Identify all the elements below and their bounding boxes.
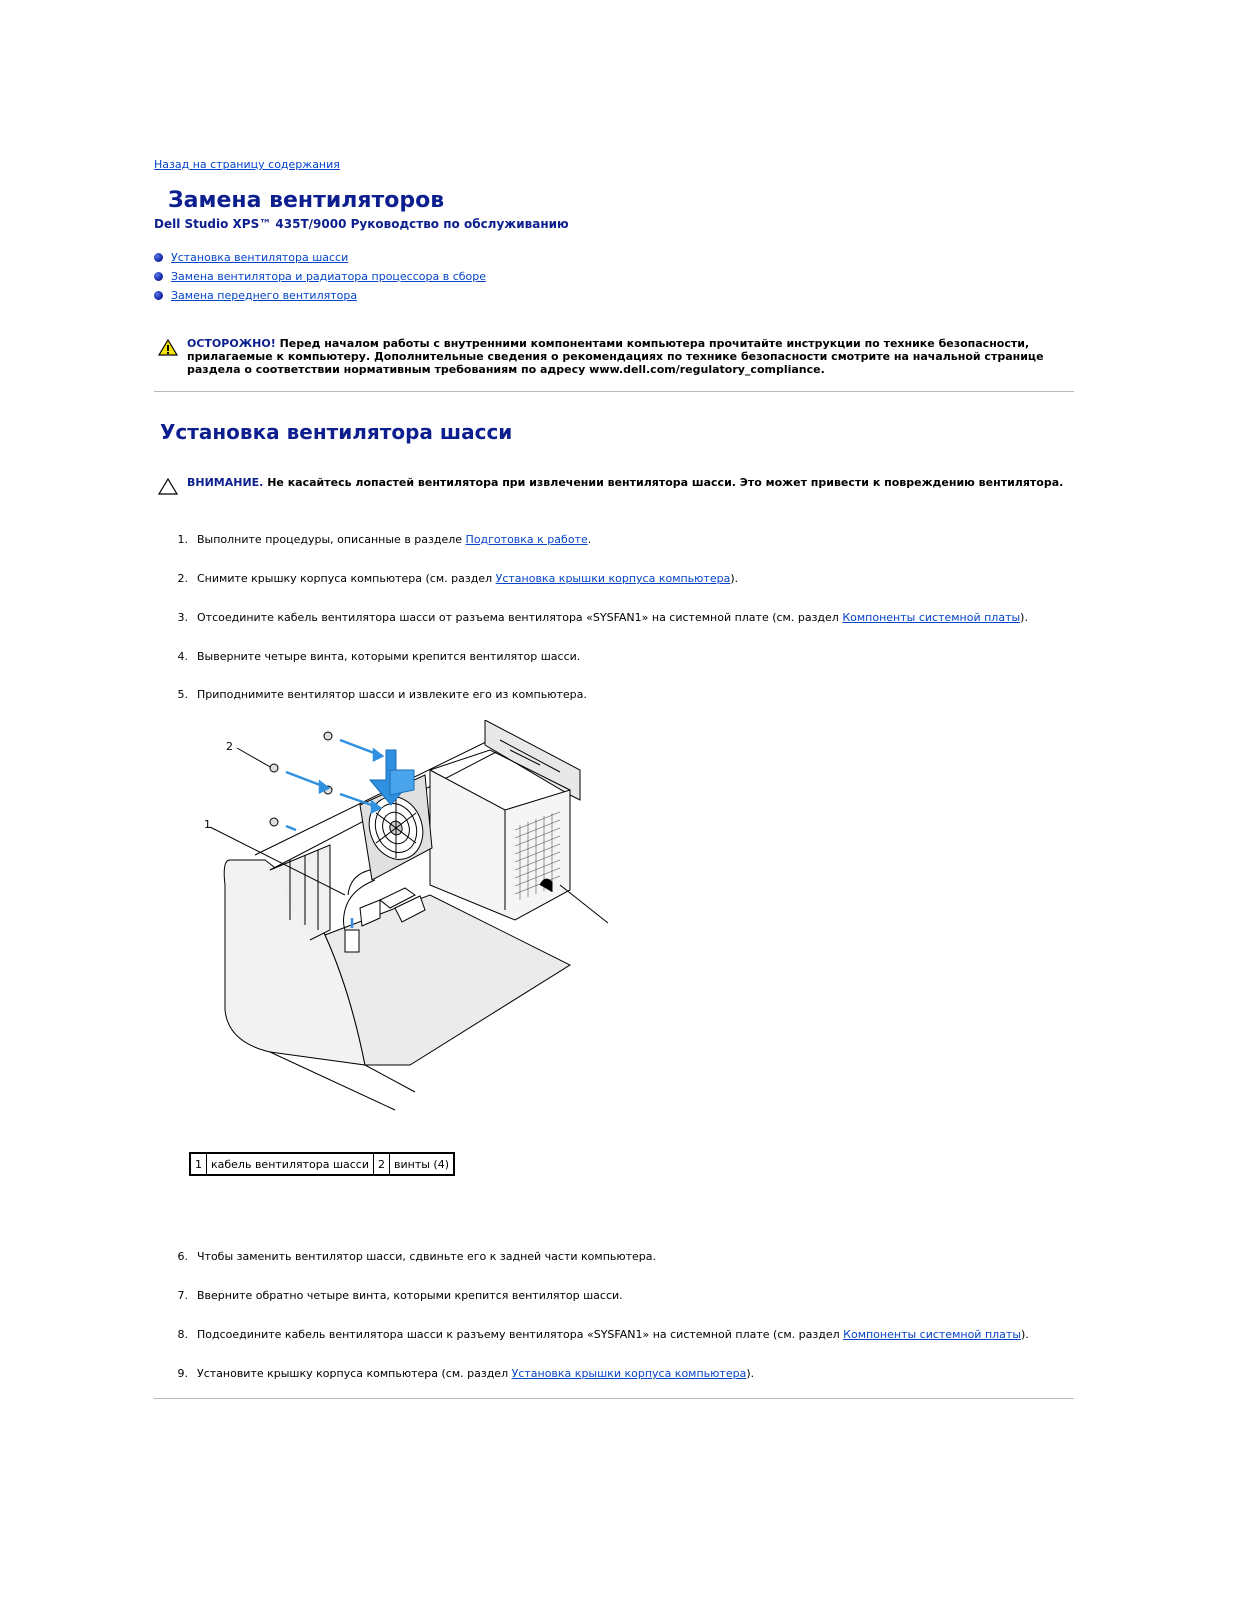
step [168,1367,754,1380]
step-number: 3. [177,611,188,624]
step-number: 4. [177,650,188,663]
step-text: Отсоедините кабель вентилятора шасси от разъема вентилятора «SYSFAN1» на системной плате (см. раздел Компоненты системной платы). [197,611,1028,624]
divider [154,1398,1074,1399]
caution-label: ОСТОРОЖНО! [187,337,276,350]
step-link[interactable]: Установка крышки корпуса компьютера [495,572,731,585]
toc-link-chassis-fan[interactable]: Установка вентилятора шасси [171,251,349,264]
step [168,1289,623,1302]
step-link[interactable]: Компоненты системной платы [843,1328,1021,1341]
toc-item [154,286,486,305]
notice-label: ВНИМАНИЕ. [187,476,264,489]
chassis-fan-illustration [200,720,620,1120]
step [168,572,738,585]
toc-link-front-fan[interactable]: Замена переднего вентилятора [171,289,358,302]
callout-2: 2 [226,740,233,753]
step-text: Выверните четыре винта, которыми крепится вентилятор шасси. [197,650,581,663]
notice-box [154,476,1074,490]
legend-label: винты (4) [390,1153,455,1175]
step-text: Снимите крышку корпуса компьютера (см. раздел Установка крышки корпуса компьютера). [197,572,739,585]
toc-item [154,267,486,286]
step [168,688,587,701]
step-link[interactable]: Установка крышки корпуса компьютера [511,1367,747,1380]
step [168,533,591,546]
back-to-contents-link[interactable]: Назад на страницу содержания [154,158,340,171]
step [168,1250,656,1263]
bullet-icon [154,253,163,262]
section-title: Установка вентилятора шасси [160,420,513,444]
step-text: Вверните обратно четыре винта, которыми крепится вентилятор шасси. [197,1289,623,1302]
step-number: 2. [177,572,188,585]
notice-text: Не касайтесь лопастей вентилятора при извлечении вентилятора шасси. Это может привести к повреждению вентилятора. [263,476,1064,489]
legend-number: 2 [374,1153,390,1175]
notice-icon [158,478,178,495]
caution-box [154,337,1074,376]
page-subtitle: Dell Studio XPS™ 435T/9000 Руководство по обслуживанию [154,217,569,231]
caution-icon [158,339,178,356]
step-text: Выполните процедуры, описанные в разделе Подготовка к работе. [197,533,592,546]
step-text: Приподнимите вентилятор шасси и извлеките его из компьютера. [197,688,587,701]
toc-item [154,248,486,267]
legend-table [189,1152,455,1176]
bullet-icon [154,272,163,281]
step-link[interactable]: Подготовка к работе [465,533,588,546]
page-title: Замена вентиляторов [168,188,445,213]
step-number: 5. [177,688,188,701]
legend-number: 1 [190,1153,207,1175]
step-link[interactable]: Компоненты системной платы [842,611,1021,624]
legend-row [190,1153,454,1175]
step-text: Установите крышку корпуса компьютера (см. раздел Установка крышки корпуса компьютера). [197,1367,755,1380]
toc-list [154,248,486,305]
step-number: 6. [177,1250,188,1263]
divider [154,391,1074,392]
toc-link-cpu-fan[interactable]: Замена вентилятора и радиатора процессора в сборе [171,270,487,283]
step-number: 8. [177,1328,188,1341]
step [168,611,1028,624]
bullet-icon [154,291,163,300]
step-number: 9. [177,1367,188,1380]
step-text: Подсоедините кабель вентилятора шасси к разъему вентилятора «SYSFAN1» на системной плате (см. раздел Компоненты системной платы). [197,1328,1029,1341]
step-number: 7. [177,1289,188,1302]
callout-1: 1 [204,818,211,831]
step [168,1328,1029,1341]
legend-label: кабель вентилятора шасси [207,1153,374,1175]
caution-text: Перед началом работы с внутренними компонентами компьютера прочитайте инструкции по технике безопасности, прилагаемые к компьютеру. Дополнительные сведения о рекомендациях по технике безопасности смотрите на начальной странице раздела о соответствии нормативным требованиям по адресу www.dell.com/regulatory_compliance. [187,337,1044,376]
step-number: 1. [177,533,188,546]
step-text: Чтобы заменить вентилятор шасси, сдвиньте его к задней части компьютера. [197,1250,657,1263]
step [168,650,580,663]
